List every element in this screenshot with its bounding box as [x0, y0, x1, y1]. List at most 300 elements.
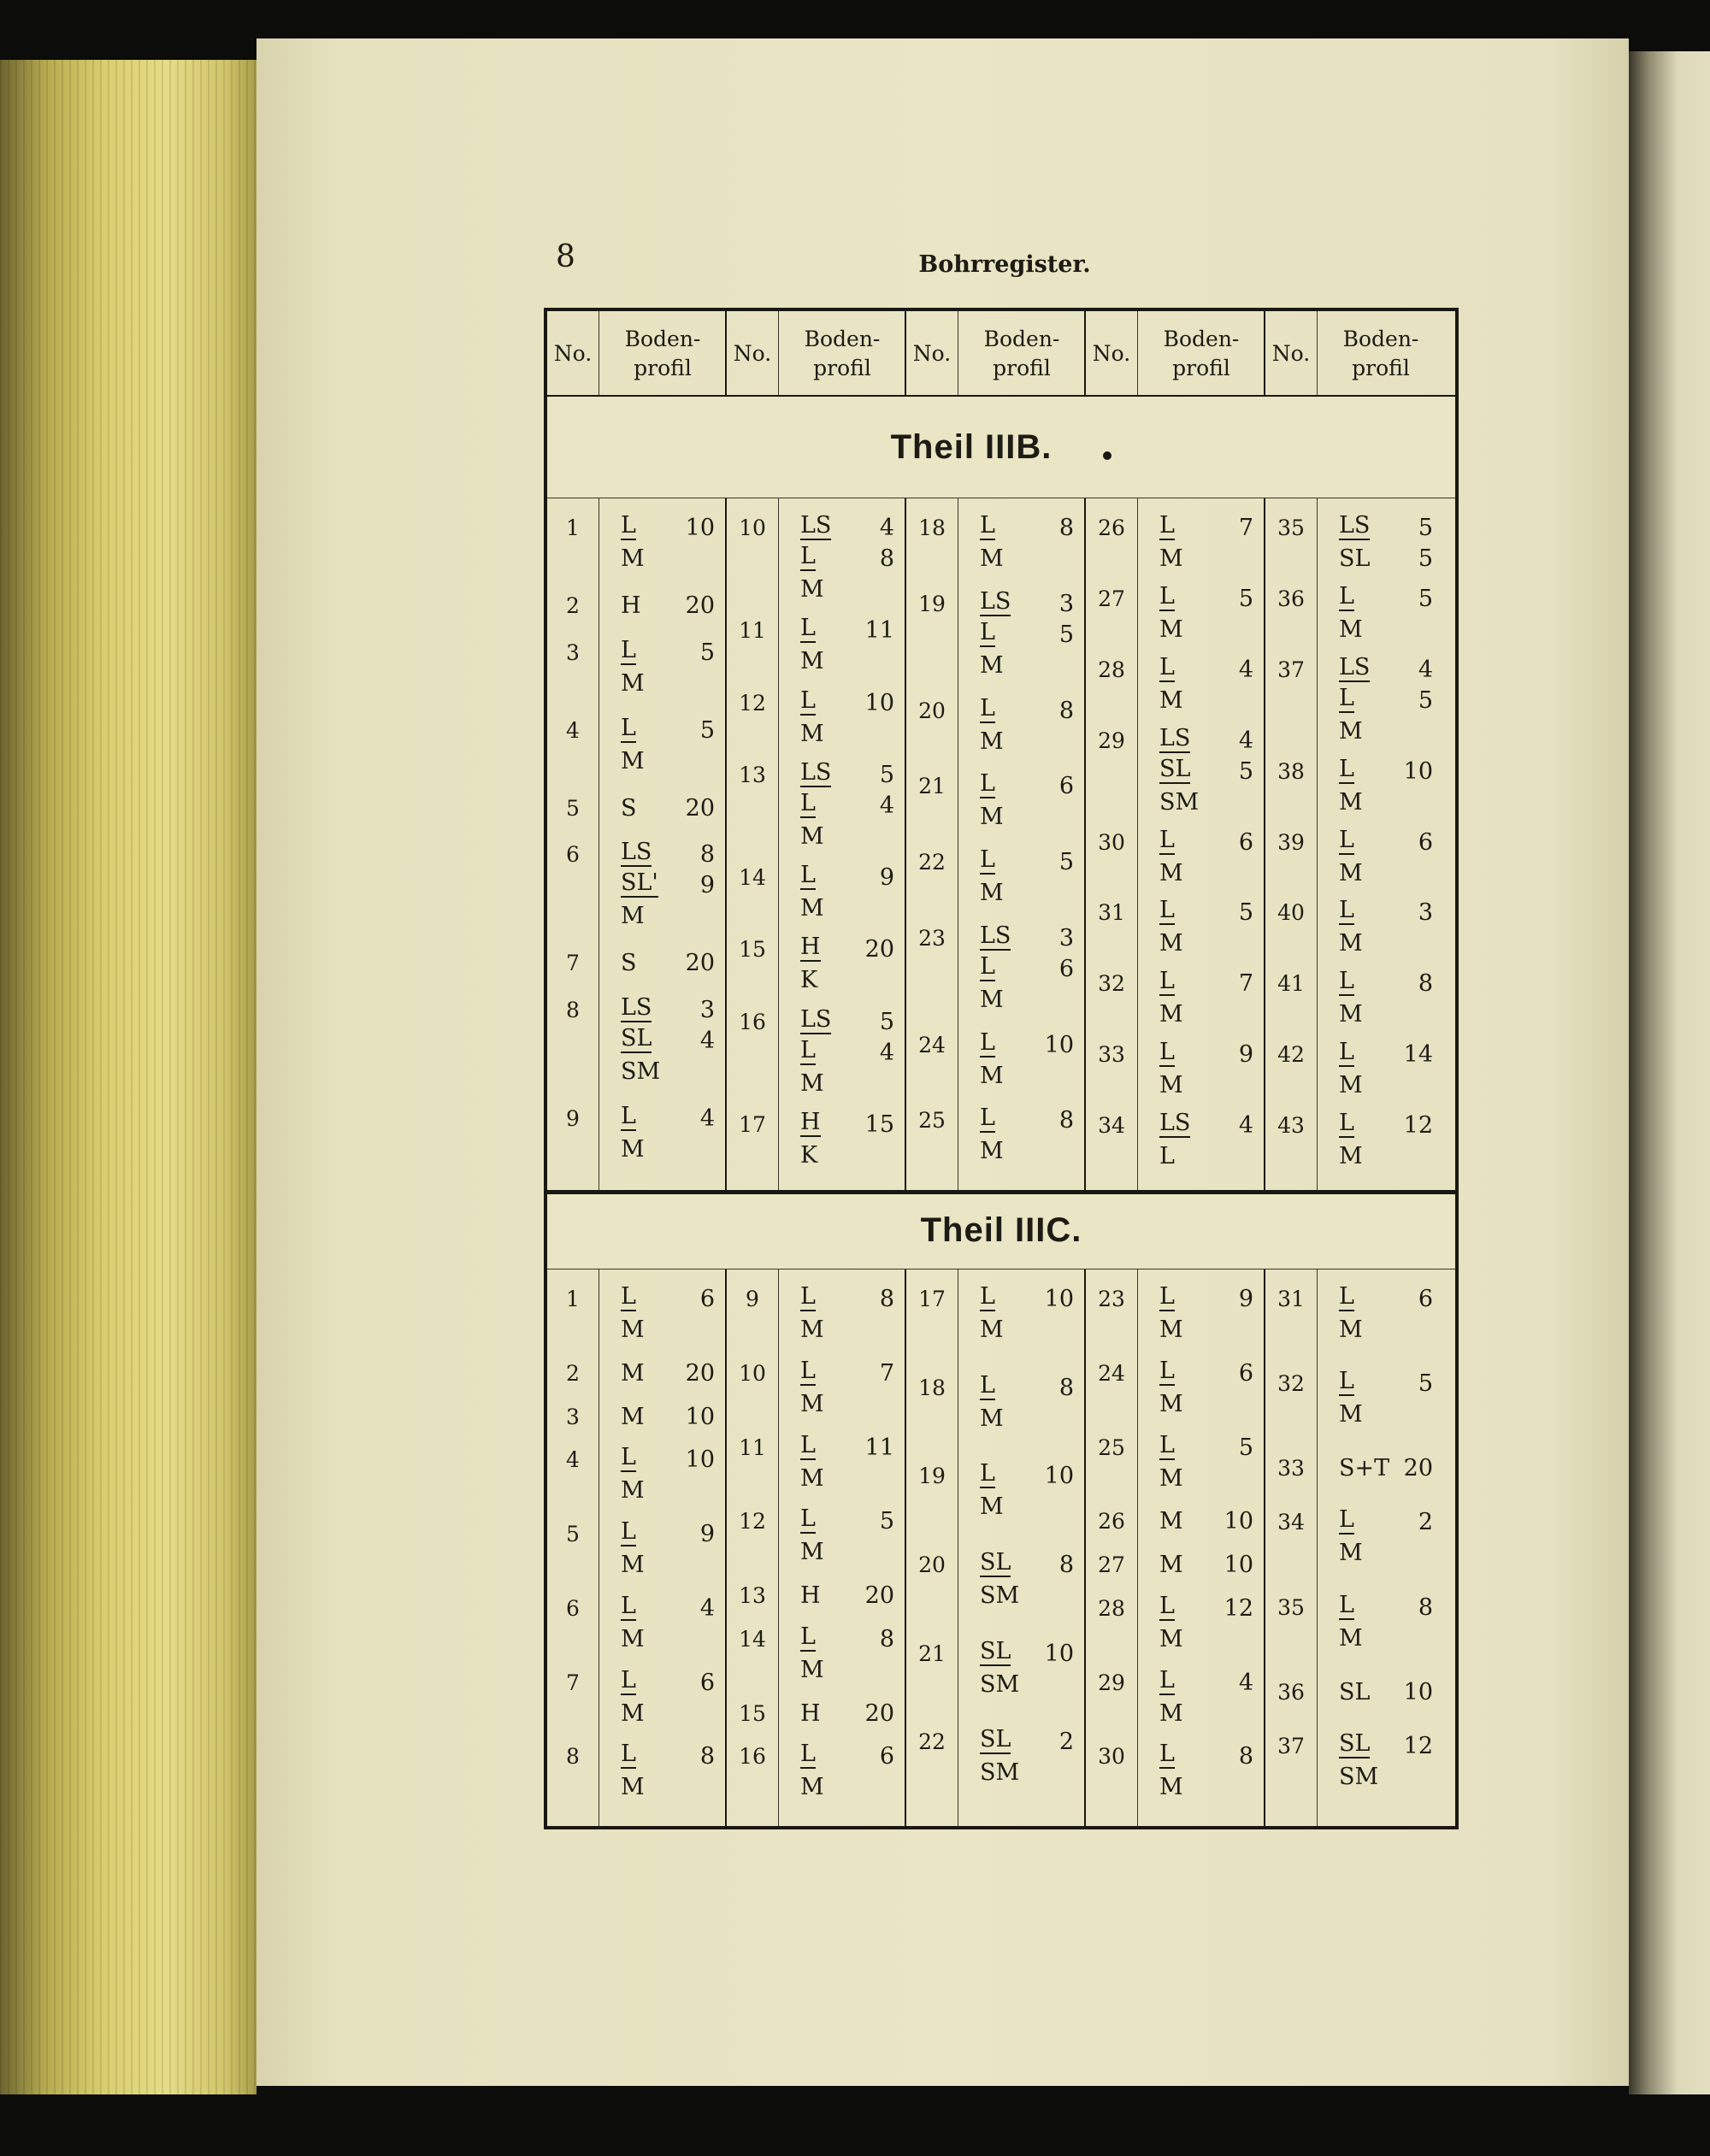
- profile-layer: [598, 1057, 723, 1087]
- entry-number: 34: [1098, 1113, 1125, 1139]
- column-header-bodenprofil: Boden- profil: [804, 327, 881, 380]
- profile-layer: [598, 948, 723, 979]
- soil-profile-entry: [958, 696, 1082, 757]
- entry-number: 12: [739, 1509, 766, 1535]
- layer-code: M: [980, 728, 1004, 755]
- profile-layer: [598, 638, 723, 669]
- profile-layer: [1317, 1453, 1442, 1484]
- profile-layer: [1317, 1731, 1442, 1762]
- layer-code: L: [800, 1431, 816, 1458]
- entry-number: 3: [566, 1404, 580, 1429]
- layer-code: S: [621, 794, 637, 822]
- layer-depth: 20: [685, 1359, 715, 1387]
- entry-number: 15: [739, 937, 766, 963]
- soil-profile-entry: [958, 1105, 1082, 1167]
- profile-layer: [598, 513, 723, 544]
- layer-depth: 15: [864, 1110, 894, 1138]
- profile-layer: [1137, 584, 1262, 615]
- entry-number: 36: [1277, 1679, 1305, 1705]
- layer-code: M: [1159, 930, 1183, 957]
- soil-profile-entry: [958, 771, 1082, 833]
- soil-profile-entry: [1137, 1110, 1262, 1172]
- entry-number: 9: [566, 1106, 580, 1132]
- profile-layer: [778, 822, 903, 852]
- layer-depth: 14: [1403, 1041, 1433, 1069]
- layer-code: SL': [621, 869, 658, 897]
- layer-depth: 4: [1238, 656, 1253, 683]
- profile-layer: [778, 893, 903, 924]
- profile-layer: [598, 1476, 723, 1506]
- profile-layer: [598, 1315, 723, 1346]
- soil-profile-entry: [1317, 1453, 1442, 1484]
- layer-code: L: [1159, 1039, 1175, 1066]
- layer-code: M: [621, 1625, 645, 1652]
- profile-layer: [1317, 1507, 1442, 1538]
- layer-code: L: [980, 512, 995, 539]
- layer-code: L: [1159, 897, 1175, 924]
- layer-code: L: [980, 1371, 995, 1399]
- soil-profile-entry: [778, 1741, 903, 1803]
- layer-code: L: [1339, 582, 1354, 610]
- layer-depth: 8: [1058, 515, 1074, 541]
- entry-number: 30: [1098, 1744, 1125, 1770]
- facing-page-edge: [1629, 51, 1710, 2094]
- layer-code: L: [800, 615, 816, 642]
- profile-layer: [958, 1581, 1082, 1611]
- soil-profile-entry: [598, 591, 723, 621]
- layer-depth: 6: [699, 1286, 715, 1312]
- layer-depth: 20: [685, 794, 715, 822]
- soil-profile-entry: [1137, 828, 1262, 889]
- section-title: [547, 397, 1455, 498]
- profile-layer: [958, 620, 1082, 651]
- layer-code: M: [621, 747, 645, 775]
- column-header-bodenprofil: Boden- profil: [1342, 327, 1419, 380]
- entry-number: 29: [1098, 1670, 1125, 1695]
- layer-code: M: [621, 1774, 645, 1801]
- soil-profile-entry: [1137, 1668, 1262, 1729]
- layer-depth: 5: [1418, 515, 1433, 541]
- profile-layer: [1317, 1110, 1442, 1141]
- soil-profile-entry: [958, 589, 1082, 681]
- profile-layer: [778, 1069, 903, 1099]
- soil-profile-entry: [958, 1373, 1082, 1434]
- layer-code: M: [1339, 1317, 1363, 1343]
- layer-depth: 10: [1224, 1552, 1253, 1578]
- borehole-register-table: [544, 308, 1459, 1829]
- layer-code: LS: [980, 922, 1011, 949]
- profile-layer: [598, 1402, 723, 1433]
- entry-number: 27: [1098, 586, 1125, 611]
- entry-number: 25: [918, 1108, 946, 1134]
- soil-profile-entry: [1317, 1110, 1442, 1172]
- column-header-no: No.: [1271, 341, 1311, 367]
- layer-code: L: [621, 1518, 636, 1545]
- soil-profile-entry: [778, 863, 903, 924]
- layer-code: M: [1159, 1699, 1183, 1727]
- profile-layer: [1317, 655, 1442, 686]
- profile-layer: [778, 1007, 903, 1038]
- layer-code: L: [800, 1283, 816, 1310]
- profile-layer: [958, 1461, 1082, 1492]
- entry-number: 14: [739, 865, 766, 890]
- layer-depth: 12: [1403, 1112, 1433, 1140]
- entry-number: 24: [1098, 1360, 1125, 1386]
- layer-code: M: [980, 1062, 1004, 1089]
- layer-depth: 6: [1418, 828, 1433, 856]
- layer-depth: 8: [879, 1286, 894, 1312]
- layer-code: M: [621, 1136, 645, 1163]
- layer-code: M: [1159, 1774, 1183, 1801]
- soil-profile-entry: [1317, 1677, 1442, 1708]
- profile-layer: [778, 513, 903, 544]
- layer-code: K: [800, 1141, 818, 1169]
- profile-layer: [778, 1624, 903, 1655]
- layer-code: LS: [1339, 653, 1371, 680]
- layer-code: LS: [980, 587, 1011, 615]
- entry-number: 28: [1098, 657, 1125, 682]
- layer-code: M: [800, 576, 824, 603]
- profile-layer: [1317, 1284, 1442, 1315]
- layer-code: S: [621, 950, 637, 977]
- profile-layer: [1317, 1677, 1442, 1708]
- soil-profile-entry: [598, 1519, 723, 1581]
- layer-depth: 10: [685, 515, 715, 541]
- soil-profile-entry: [1317, 898, 1442, 959]
- layer-depth: 12: [1224, 1594, 1253, 1622]
- layer-code: M: [1159, 545, 1183, 572]
- soil-profile-entry: [958, 1030, 1082, 1092]
- layer-code: L: [1339, 1506, 1354, 1534]
- layer-code: L: [621, 512, 636, 539]
- layer-code: M: [980, 651, 1004, 679]
- profile-layer: [1317, 615, 1442, 645]
- profile-layer: [1317, 1593, 1442, 1623]
- profile-layer: [1137, 858, 1262, 889]
- profile-layer: [1137, 726, 1262, 757]
- layer-code: SL: [621, 1025, 652, 1052]
- profile-layer: [778, 1506, 903, 1537]
- layer-depth: 8: [1418, 1593, 1433, 1621]
- layer-code: M: [1159, 1552, 1183, 1578]
- soil-profile-entry: [1317, 584, 1442, 645]
- layer-code: M: [1339, 1624, 1363, 1652]
- profile-layer: [598, 1550, 723, 1581]
- entry-number: 26: [1098, 515, 1125, 540]
- layer-code: L: [980, 952, 995, 980]
- layer-depth: 5: [1238, 899, 1253, 927]
- layer-code: L: [1159, 653, 1175, 680]
- profile-layer: [1137, 1668, 1262, 1699]
- profile-layer: [1137, 1772, 1262, 1803]
- layer-code: M: [800, 648, 824, 675]
- layer-depth: 4: [879, 1039, 894, 1066]
- layer-code: LS: [800, 512, 832, 539]
- layer-depth: 20: [864, 1582, 894, 1609]
- profile-layer: [1137, 999, 1262, 1030]
- section-title: [547, 1192, 1455, 1269]
- profile-layer: [958, 985, 1082, 1016]
- layer-depth: 4: [1238, 1112, 1253, 1140]
- profile-layer: [1317, 898, 1442, 928]
- profile-layer: [1317, 969, 1442, 999]
- entry-number: 27: [1098, 1552, 1125, 1577]
- entry-number: 21: [918, 1641, 946, 1666]
- entry-number: 34: [1277, 1510, 1305, 1535]
- profile-layer: [1317, 1623, 1442, 1654]
- section-end-rule: [547, 1190, 1455, 1194]
- layer-depth: 3: [699, 997, 715, 1024]
- entry-number: 32: [1098, 971, 1125, 997]
- layer-depth: 3: [1058, 924, 1074, 951]
- profile-layer: [958, 727, 1082, 757]
- profile-layer: [1317, 787, 1442, 818]
- layer-depth: 10: [1044, 1463, 1074, 1490]
- soil-profile-entry: [958, 1461, 1082, 1523]
- entry-number: 4: [566, 717, 580, 743]
- layer-code: SL: [1339, 1678, 1371, 1705]
- layer-code: H: [800, 1582, 821, 1609]
- soil-profile-entry: [598, 839, 723, 932]
- profile-layer: [778, 1655, 903, 1686]
- profile-layer: [958, 923, 1082, 954]
- profile-layer: [1137, 686, 1262, 716]
- entry-number: 38: [1277, 758, 1305, 784]
- profile-layer: [598, 870, 723, 901]
- soil-profile-entry: [1317, 969, 1442, 1030]
- layer-code: L: [980, 770, 995, 798]
- entry-number: 42: [1277, 1042, 1305, 1068]
- layer-depth: 5: [879, 1508, 894, 1535]
- soil-profile-entry: [1137, 1284, 1262, 1346]
- profile-layer: [1137, 828, 1262, 858]
- layer-code: L: [1339, 1368, 1354, 1395]
- entry-number: 10: [739, 1360, 766, 1386]
- entry-number: 18: [918, 1375, 946, 1400]
- layer-code: M: [1339, 1001, 1363, 1028]
- profile-layer: [598, 1134, 723, 1165]
- entry-number: 18: [918, 515, 946, 540]
- profile-layer: [1137, 1110, 1262, 1141]
- layer-depth: 3: [1058, 590, 1074, 617]
- profile-layer: [1137, 544, 1262, 574]
- layer-code: M: [980, 1493, 1004, 1521]
- layer-code: M: [1339, 616, 1363, 643]
- layer-depth: 7: [1238, 515, 1253, 541]
- profile-layer: [778, 934, 903, 965]
- profile-layer: [1317, 999, 1442, 1030]
- entry-number: 22: [918, 1729, 946, 1755]
- layer-code: M: [800, 1774, 824, 1801]
- soil-profile-entry: [958, 513, 1082, 574]
- soil-profile-entry: [1137, 1550, 1262, 1581]
- layer-code: M: [1339, 859, 1363, 887]
- layer-code: M: [1159, 1625, 1183, 1652]
- profile-layer: [778, 791, 903, 822]
- soil-profile-entry: [598, 513, 723, 574]
- layer-depth: 4: [879, 515, 894, 541]
- layer-code: L: [1339, 1039, 1354, 1066]
- profile-layer: [778, 1140, 903, 1171]
- profile-layer: [1317, 1399, 1442, 1430]
- layer-code: L: [1159, 1143, 1175, 1170]
- profile-layer: [1317, 1315, 1442, 1346]
- profile-layer: [958, 1758, 1082, 1788]
- entry-number: 1: [566, 1287, 580, 1311]
- profile-layer: [778, 1038, 903, 1069]
- profile-layer: [1137, 1593, 1262, 1624]
- soil-profile-entry: [1137, 1741, 1262, 1803]
- layer-code: M: [1159, 1317, 1183, 1343]
- profile-layer: [1317, 1369, 1442, 1399]
- layer-depth: 10: [1044, 1640, 1074, 1667]
- profile-layer: [778, 1284, 903, 1315]
- soil-profile-entry: [598, 1284, 723, 1346]
- profile-layer: [598, 1593, 723, 1624]
- layer-code: M: [1339, 930, 1363, 957]
- profile-layer: [958, 1639, 1082, 1670]
- soil-profile-entry: [778, 513, 903, 605]
- entry-number: 26: [1098, 1509, 1125, 1535]
- profile-layer: [778, 1358, 903, 1389]
- entry-number: 12: [739, 690, 766, 716]
- soil-profile-entry: [1317, 655, 1442, 747]
- soil-profile-entry: [1137, 513, 1262, 574]
- profile-layer: [958, 1492, 1082, 1523]
- soil-profile-entry: [1317, 513, 1442, 574]
- column-header-no: No.: [1092, 341, 1131, 367]
- layer-code: M: [621, 545, 645, 572]
- layer-code: SM: [980, 1582, 1020, 1609]
- layer-code: LS: [621, 994, 652, 1022]
- layer-code: L: [800, 1036, 816, 1063]
- profile-layer: [1137, 1699, 1262, 1729]
- layer-code: M: [980, 545, 1004, 572]
- soil-profile-entry: [778, 760, 903, 852]
- layer-code: SL: [980, 1726, 1011, 1753]
- entry-number: 11: [739, 1434, 766, 1460]
- layer-depth: 4: [1238, 727, 1253, 754]
- layer-code: L: [980, 1105, 995, 1132]
- profile-layer: [1317, 928, 1442, 959]
- profile-layer: [778, 863, 903, 893]
- profile-layer: [598, 1772, 723, 1803]
- layer-code: L: [980, 1283, 995, 1310]
- profile-layer: [598, 1284, 723, 1315]
- layer-code: M: [1339, 1072, 1363, 1099]
- entry-number: 16: [739, 1744, 766, 1770]
- layer-code: M: [1339, 788, 1363, 816]
- soil-profile-entry: [598, 1402, 723, 1433]
- entry-number: 33: [1277, 1456, 1305, 1482]
- layer-depth: 10: [1403, 757, 1433, 785]
- layer-code: L: [621, 714, 636, 741]
- layer-code: LS: [621, 839, 652, 866]
- layer-depth: 8: [699, 1743, 715, 1770]
- entry-number: 40: [1277, 900, 1305, 926]
- layer-depth: 8: [1058, 697, 1074, 724]
- profile-layer: [778, 544, 903, 574]
- running-title: Bohrregister.: [918, 251, 1091, 278]
- layer-depth: 5: [1418, 545, 1433, 572]
- profile-layer: [1317, 716, 1442, 747]
- layer-depth: 6: [1058, 955, 1074, 982]
- column-header-bodenprofil: Boden- profil: [983, 327, 1060, 380]
- layer-code: M: [800, 720, 824, 747]
- layer-depth: 5: [1418, 585, 1433, 612]
- profile-layer: [1137, 928, 1262, 959]
- profile-layer: [598, 746, 723, 777]
- soil-profile-entry: [778, 616, 903, 677]
- layer-code: SL: [1159, 755, 1191, 782]
- layer-depth: 10: [685, 1403, 715, 1430]
- book-page-edges: [0, 60, 256, 2094]
- soil-profile-entry: [778, 1007, 903, 1099]
- profile-layer: [778, 1315, 903, 1346]
- profile-layer: [598, 1026, 723, 1057]
- layer-code: M: [621, 1317, 645, 1343]
- profile-layer: [1317, 1141, 1442, 1172]
- layer-code: LS: [1159, 724, 1191, 751]
- profile-layer: [1317, 686, 1442, 716]
- profile-layer: [1137, 1358, 1262, 1389]
- entry-number: 19: [918, 1464, 946, 1489]
- soil-profile-entry: [598, 793, 723, 824]
- soil-profile-entry: [598, 1358, 723, 1389]
- layer-code: L: [1339, 684, 1354, 711]
- soil-profile-entry: [1317, 1040, 1442, 1101]
- soil-profile-entry: [598, 716, 723, 777]
- layer-depth: 9: [1238, 1286, 1253, 1312]
- entry-number: 35: [1277, 1594, 1305, 1620]
- soil-profile-entry: [1137, 584, 1262, 645]
- profile-layer: [598, 669, 723, 699]
- profile-layer: [958, 1404, 1082, 1434]
- entry-number: 6: [566, 842, 580, 868]
- layer-depth: 9: [699, 872, 715, 899]
- layer-code: SM: [1339, 1763, 1379, 1790]
- profile-layer: [1317, 1070, 1442, 1101]
- layer-code: M: [980, 986, 1004, 1013]
- profile-layer: [958, 696, 1082, 727]
- profile-layer: [778, 1464, 903, 1494]
- entry-number: 24: [918, 1032, 946, 1057]
- profile-layer: [1137, 1284, 1262, 1315]
- layer-depth: 5: [1058, 849, 1074, 875]
- soil-profile-entry: [778, 1433, 903, 1494]
- layer-code: H: [800, 934, 821, 961]
- entry-number: 2: [566, 1360, 580, 1386]
- profile-layer: [598, 1445, 723, 1476]
- soil-profile-entry: [778, 1506, 903, 1568]
- layer-code: M: [621, 1403, 645, 1430]
- layer-code: L: [980, 1028, 995, 1056]
- layer-code: M: [1159, 1508, 1183, 1535]
- layer-code: L: [1339, 755, 1354, 782]
- profile-layer: [1137, 1070, 1262, 1101]
- layer-code: L: [1339, 897, 1354, 924]
- layer-code: M: [621, 669, 645, 697]
- soil-profile-entry: [1317, 1731, 1442, 1793]
- entry-number: 32: [1277, 1371, 1305, 1397]
- soil-profile-entry: [1137, 726, 1262, 818]
- profile-layer: [958, 847, 1082, 878]
- profile-layer: [1317, 828, 1442, 858]
- profile-layer: [778, 688, 903, 719]
- soil-profile-entry: [1137, 655, 1262, 716]
- layer-code: M: [1159, 859, 1183, 887]
- layer-depth: 6: [1058, 773, 1074, 800]
